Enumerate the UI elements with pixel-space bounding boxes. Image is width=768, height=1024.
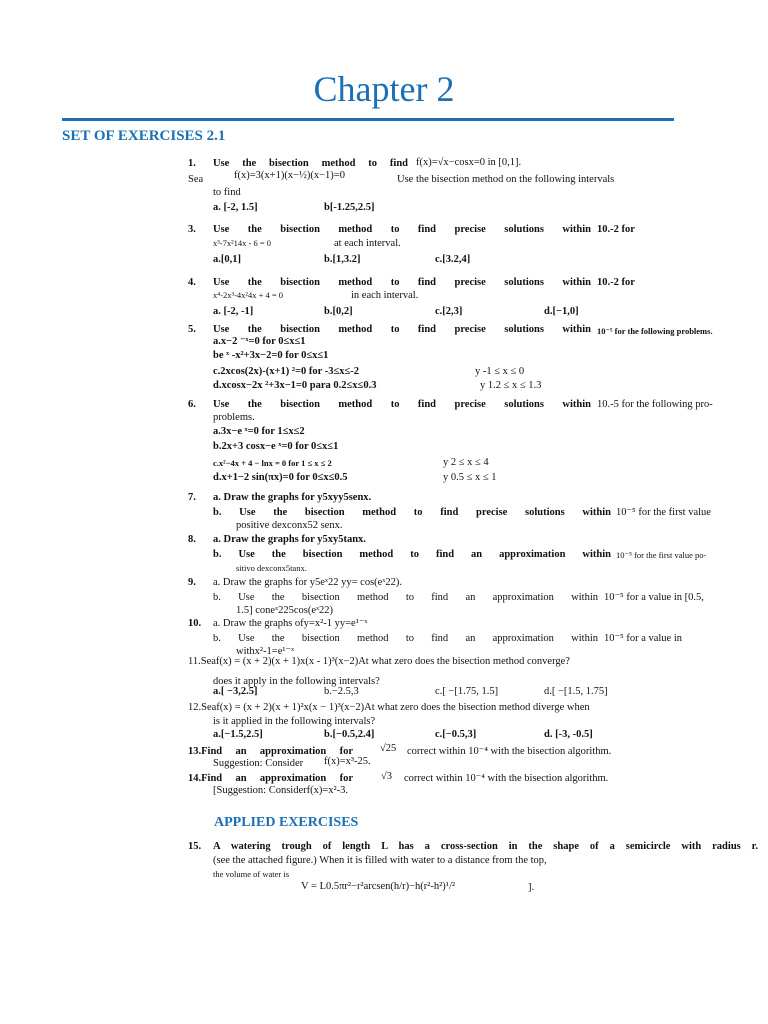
ex3-formula: x³-7x²14x - 6 = 0 (213, 238, 272, 248)
ex8-number: 8. (188, 534, 196, 545)
ex14-text: 14.Find an approximation for (188, 773, 353, 784)
ex6-item-d-alt: y 0.5 ≤ x ≤ 1 (443, 472, 497, 483)
ex10-item-a: a. Draw the graphs ofy=x²-1 yy=e¹⁻ˣ (213, 618, 368, 629)
ex12-option-a: a.[−1.5,2.5] (213, 729, 263, 740)
ex11-option-b: b.−2.5,3 (324, 686, 359, 697)
ex7-number: 7. (188, 492, 196, 503)
ex1-formula: f(x)=√x−cosx=0 in [0,1]. (416, 157, 522, 168)
ex7-item-a: a. Draw the graphs for y5xyy5senx. (213, 492, 372, 503)
ex11-option-a: a.[ −3,2.5] (213, 686, 258, 697)
ex13-root: √25 (380, 743, 397, 754)
ex1-text: Use the bisection method to find (213, 158, 408, 169)
ex5-item-c: c.2xcos(2x)-(x+1) ²=0 for -3≤x≤-2 (213, 366, 359, 377)
ex5-text: Use the bisection method to find precise solutions within (213, 324, 591, 335)
ex15-text: A watering trough of length L has a cross-section in the shape of a semicircle with radius r. (213, 841, 758, 852)
ex5-tolerance: 10⁻⁵ for the following problems. (597, 326, 713, 336)
ex8-item-a: a. Draw the graphs for y5xy5tanx. (213, 534, 366, 545)
ex3-number: 3. (188, 224, 196, 235)
ex13-hint: Suggestion: Consider (213, 758, 304, 769)
ex3-tolerance: 10.-2 for (597, 224, 635, 235)
ex5-number: 5. (188, 324, 196, 335)
ex4-formula: x⁴-2x³-4x²4x + 4 = 0 (213, 290, 284, 300)
ex11-text: 11.Seaf(x) = (x + 2)(x + 1)x(x - 1)³(x−2)At what zero does the bisection method converge? (188, 656, 570, 667)
ex2-option-b: b[-1.25,2.5] (324, 202, 375, 213)
ex8-item-b-line2: sitivo dexconx5tanx. (236, 563, 307, 573)
ex7-item-b-tolerance: 10⁻⁵ for the first value (616, 507, 711, 518)
title-rule (62, 118, 674, 121)
ex1-number: 1. (188, 158, 196, 169)
applied-title: APPLIED EXERCISES (214, 815, 359, 830)
ex6-item-a: a.3x−e ˣ=0 for 1≤x≤2 (213, 426, 305, 437)
ex6-item-c: c.x²−4x + 4 − lnx = 0 for 1 ≤ x ≤ 2 (213, 458, 332, 468)
ex11-line2: does it apply in the following intervals? (213, 676, 380, 687)
ex13-text: 13.Find an approximation for (188, 746, 353, 757)
ex7-item-b: b. Use the bisection method to find precise solutions within (213, 507, 611, 518)
ex6-item-c-alt: y 2 ≤ x ≤ 4 (443, 457, 489, 468)
ex4-option-c: c.[2,3] (435, 306, 463, 317)
ex2-lead: Sea (188, 174, 204, 185)
ex12-option-b: b.[−0.5,2.4] (324, 729, 375, 740)
ex7-item-b-line2: positive dexconx52 senx. (236, 520, 343, 531)
ex4-tail: in each interval. (351, 290, 419, 301)
ex12-text: 12.Seaf(x) = (x + 2)(x + 1)²x(x − 1)³(x−2)At what zero does the bisection method diverge when (188, 702, 590, 713)
ex5-item-b: be ˣ -x²+3x−2=0 for 0≤x≤1 (213, 350, 329, 361)
ex2-line2: to find (213, 187, 241, 198)
ex3-option-c: c.[3.2,4] (435, 254, 471, 265)
ex2-formula: f(x)=3(x+1)(x−½)(x−1)=0 (234, 170, 345, 181)
ex6-tolerance: 10.-5 for the following pro- (597, 399, 713, 410)
ex5-item-d-alt: y 1.2 ≤ x ≤ 1.3 (480, 380, 542, 391)
ex12-option-d: d. [-3, -0.5] (544, 729, 593, 740)
ex8-item-b-tolerance: 10⁻⁵ for the first value po- (616, 550, 707, 560)
ex4-option-d: d.[−1,0] (544, 306, 579, 317)
ex3-option-b: b.[1,3.2] (324, 254, 361, 265)
ex2-option-a: a. [-2, 1.5] (213, 202, 258, 213)
ex12-option-c: c.[−0.5,3] (435, 729, 477, 740)
ex5-item-d: d.xcosx−2x ²+3x−1=0 para 0.2≤x≤0.3 (213, 380, 377, 391)
ex11-option-c: c.[ −[1.75, 1.5] (435, 686, 499, 697)
ex9-item-a: a. Draw the graphs for y5eˣ22 yy= cos(eˣ22). (213, 577, 402, 588)
ex4-text: Use the bisection method to find precise solutions within (213, 277, 591, 288)
ex6-item-b: b.2x+3 cosx−e ˣ=0 for 0≤x≤1 (213, 441, 339, 452)
ex6-item-d: d.x+1−2 sin(πx)=0 for 0≤x≤0.5 (213, 472, 348, 483)
ex13-hint-formula: f(x)=x³-25. (324, 756, 371, 767)
chapter-title: Chapter 2 (313, 69, 455, 109)
ex9-number: 9. (188, 577, 196, 588)
ex5-item-a: a.x−2 ⁻ˣ=0 for 0≤x≤1 (213, 336, 306, 347)
ex4-tolerance: 10.-2 for (597, 277, 635, 288)
ex2-text: Use the bisection method on the following intervals (397, 174, 615, 185)
ex4-option-b: b.[0,2] (324, 306, 353, 317)
ex13-tail: correct within 10⁻⁴ with the bisection algorithm. (407, 746, 612, 757)
ex14-hint: [Suggestion: Considerf(x)=x²-3. (213, 785, 349, 796)
ex9-item-b: b. Use the bisection method to find an approximation within (213, 592, 598, 603)
ex6-number: 6. (188, 399, 196, 410)
ex15-formula-close: ]. (528, 882, 535, 893)
ex9-item-b-tolerance: 10⁻⁵ for a value in [0.5, (604, 592, 704, 603)
ex15-number: 15. (188, 841, 202, 852)
ex12-line2: is it applied in the following intervals? (213, 716, 376, 727)
ex10-item-b: b. Use the bisection method to find an approximation within (213, 633, 598, 644)
ex6-line2: problems. (213, 412, 255, 423)
ex5-item-c-alt: y -1 ≤ x ≤ 0 (475, 366, 525, 377)
ex10-item-b-tolerance: 10⁻⁵ for a value in (604, 633, 683, 644)
ex15-formula: V = L0.5πr²−r²arcsen(h/r)−h(r²-h²)¹/² (301, 881, 456, 892)
ex14-tail: correct within 10⁻⁴ with the bisection algorithm. (404, 773, 609, 784)
ex3-text: Use the bisection method to find precise solutions within (213, 224, 591, 235)
ex14-root: √3 (381, 771, 393, 782)
ex11-option-d: d.[ −[1.5, 1.75] (544, 686, 608, 697)
section-title: SET OF EXERCISES 2.1 (62, 128, 226, 144)
ex15-line3: the volume of water is (213, 869, 290, 879)
ex6-text: Use the bisection method to find precise solutions within (213, 399, 591, 410)
ex4-option-a: a. [-2, -1] (213, 306, 254, 317)
ex3-tail: at each interval. (334, 238, 401, 249)
ex8-item-b: b. Use the bisection method to find an approximation within (213, 549, 611, 560)
ex4-number: 4. (188, 277, 196, 288)
ex3-option-a: a.[0,1] (213, 254, 241, 265)
ex10-number: 10. (188, 618, 202, 629)
ex9-item-b-line2: 1.5] coneˣ225cos(eˣ22) (236, 605, 334, 616)
ex15-line2: (see the attached figure.) When it is filled with water to a distance from the top, (213, 855, 547, 866)
ex10-item-b-line2: withx²-1=e¹⁻ˣ (236, 646, 295, 657)
